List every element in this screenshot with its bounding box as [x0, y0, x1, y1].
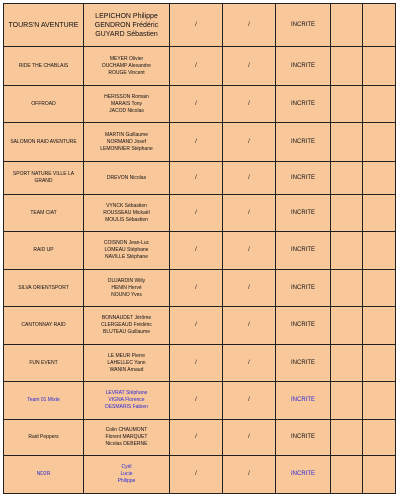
member-name: BONNAUDET Jérôme [101, 315, 152, 321]
team-members-cell [84, 270, 170, 307]
team-members-cell [84, 232, 170, 270]
status-cell: INCRITE [276, 47, 331, 86]
column-3-cell: / [170, 456, 223, 494]
column-3-cell: / [170, 162, 223, 195]
table-row [4, 232, 396, 270]
team-name-cell: RAID UP [4, 232, 84, 270]
member-name: ROUSSEAU Mickaël [103, 209, 150, 216]
team-members-cell [84, 4, 170, 47]
member-name: Nicolas DEBERNE [105, 441, 148, 447]
empty-cell [363, 270, 396, 307]
table-row [4, 162, 396, 195]
column-3-cell: / [170, 195, 223, 232]
status-cell: INCRITE [276, 307, 331, 345]
status-cell: INCRITE [276, 4, 331, 47]
table-row [4, 123, 396, 162]
column-4-cell: / [223, 4, 276, 47]
member-name: LEVRAT Stéphane [105, 390, 148, 396]
empty-cell [363, 195, 396, 232]
empty-cell [331, 307, 363, 345]
column-3-cell: / [170, 47, 223, 86]
member-name: NAVILLE Stéphane [105, 254, 148, 260]
member-name: LEMONNIER Stéphane [100, 145, 153, 152]
member-name: DESMARIS Fabien [105, 404, 148, 410]
status-cell: INCRITE [276, 123, 331, 162]
member-name: LE MEUR Pierre [108, 352, 145, 359]
team-members-cell [84, 123, 170, 162]
team-name-cell: RIDE THE CHABLAIS [4, 47, 84, 86]
member-name: Lucie [120, 471, 133, 477]
member-name: DREVON Nicolas [106, 174, 147, 181]
team-members-cell [84, 307, 170, 345]
table-row [4, 86, 396, 123]
team-members-cell [84, 47, 170, 86]
column-4-cell: / [223, 270, 276, 307]
column-3-cell: / [170, 123, 223, 162]
column-4-cell: / [223, 345, 276, 382]
member-name: Philippe [117, 478, 136, 484]
member-name: MARTIN Guillaume [105, 131, 148, 138]
team-members-cell [84, 345, 170, 382]
member-name: BLUTEAU Guillaume [103, 329, 150, 335]
member-name: Florent MARQUET [105, 434, 148, 440]
column-4-cell: / [223, 456, 276, 494]
table-row [4, 456, 396, 494]
column-3-cell: / [170, 307, 223, 345]
status-cell: INCRITE [276, 345, 331, 382]
member-name: NORMAND Josef [106, 138, 147, 145]
team-name-cell: TOURS'N AVENTURE [4, 4, 84, 47]
empty-cell [331, 47, 363, 86]
team-name-cell: Team 01 Mixte [4, 382, 84, 420]
table-row [4, 270, 396, 307]
team-members-cell [84, 86, 170, 123]
team-members-cell [84, 456, 170, 494]
team-members-cell [84, 420, 170, 456]
empty-cell [363, 47, 396, 86]
team-name-cell: SPORT NATURE VILLE LA GRAND [4, 162, 84, 195]
member-name: Colin CHAUMONT [105, 427, 148, 433]
empty-cell [331, 195, 363, 232]
team-name-cell: FUN EVENT [4, 345, 84, 382]
empty-cell [363, 162, 396, 195]
team-name-cell: CANTONNAY RAID [4, 307, 84, 345]
team-members-cell [84, 162, 170, 195]
column-4-cell: / [223, 307, 276, 345]
column-4-cell: / [223, 420, 276, 456]
column-3-cell: / [170, 4, 223, 47]
status-cell: INCRITE [276, 86, 331, 123]
empty-cell [363, 345, 396, 382]
table-row [4, 195, 396, 232]
empty-cell [331, 86, 363, 123]
table-row [4, 307, 396, 345]
empty-cell [331, 382, 363, 420]
empty-cell [363, 4, 396, 47]
member-name: MARAIS Tony [110, 100, 143, 107]
column-3-cell: / [170, 420, 223, 456]
status-cell: INCRITE [276, 456, 331, 494]
status-cell: INCRITE [276, 382, 331, 420]
empty-cell [363, 307, 396, 345]
member-name: COISNON Jean-Luc [103, 240, 150, 246]
status-cell: INCRITE [276, 420, 331, 456]
empty-cell [331, 270, 363, 307]
empty-cell [331, 345, 363, 382]
empty-cell [363, 232, 396, 270]
column-4-cell: / [223, 382, 276, 420]
empty-cell [331, 4, 363, 47]
column-4-cell: / [223, 232, 276, 270]
empty-cell [331, 162, 363, 195]
column-3-cell: / [170, 382, 223, 420]
member-name: ROUGE Vincent [108, 69, 145, 76]
member-name: LOMEAU Stéphane [104, 247, 149, 253]
member-name: NOUNO Yves [111, 291, 142, 298]
team-members-cell [84, 195, 170, 232]
empty-cell [331, 232, 363, 270]
empty-cell [363, 123, 396, 162]
empty-cell [363, 456, 396, 494]
member-name: HENIN Hervé [111, 284, 142, 291]
empty-cell [331, 456, 363, 494]
member-name: MEYER Olivier [109, 55, 144, 62]
team-name-cell: SALOMON RAID AVENTURE [4, 123, 84, 162]
team-members-cell [84, 382, 170, 420]
empty-cell [363, 382, 396, 420]
table-row [4, 4, 396, 47]
status-cell: INCRITE [276, 162, 331, 195]
column-4-cell: / [223, 123, 276, 162]
status-cell: INCRITE [276, 195, 331, 232]
column-3-cell: / [170, 232, 223, 270]
empty-cell [363, 86, 396, 123]
team-name-cell: Raid Peppers [4, 420, 84, 456]
member-name: LEPICHON Philippe [95, 12, 158, 20]
team-name-cell: TEAM CIAT [4, 195, 84, 232]
member-name: Cyril [121, 464, 132, 470]
member-name: MOULIS Sébastien [105, 216, 148, 223]
member-name: LAHELLEC Yann [107, 359, 146, 366]
member-name: CLERGEAUD Frédéric [101, 322, 152, 328]
member-name: HERISSON Romain [104, 93, 149, 100]
member-name: VYNCK Sébastien [106, 202, 147, 209]
column-4-cell: / [223, 162, 276, 195]
member-name: DUCHAMP Alexandre [102, 62, 151, 69]
column-4-cell: / [223, 195, 276, 232]
table-row [4, 382, 396, 420]
status-cell: INCRITE [276, 232, 331, 270]
empty-cell [363, 420, 396, 456]
column-3-cell: / [170, 86, 223, 123]
column-3-cell: / [170, 345, 223, 382]
table-row [4, 420, 396, 456]
column-4-cell: / [223, 86, 276, 123]
team-name-cell: OFFROAD [4, 86, 84, 123]
member-name: GENDRON Frédéric [94, 21, 159, 29]
team-name-cell: ND2R [4, 456, 84, 494]
column-3-cell: / [170, 270, 223, 307]
member-name: VIGNA Florence [108, 397, 145, 403]
column-4-cell: / [223, 47, 276, 86]
status-cell: INCRITE [276, 270, 331, 307]
member-name: DUJARDIN Willy [107, 277, 146, 284]
empty-cell [331, 420, 363, 456]
table-row [4, 345, 396, 382]
registration-table [3, 3, 396, 494]
table-row [4, 47, 396, 86]
empty-cell [331, 123, 363, 162]
member-name: GUYARD Sébastien [95, 30, 158, 38]
team-name-cell: SILVA ORIENTSPORT [4, 270, 84, 307]
member-name: JACOD Nicolas [109, 107, 144, 114]
member-name: WANIN Arnaud [109, 366, 144, 373]
